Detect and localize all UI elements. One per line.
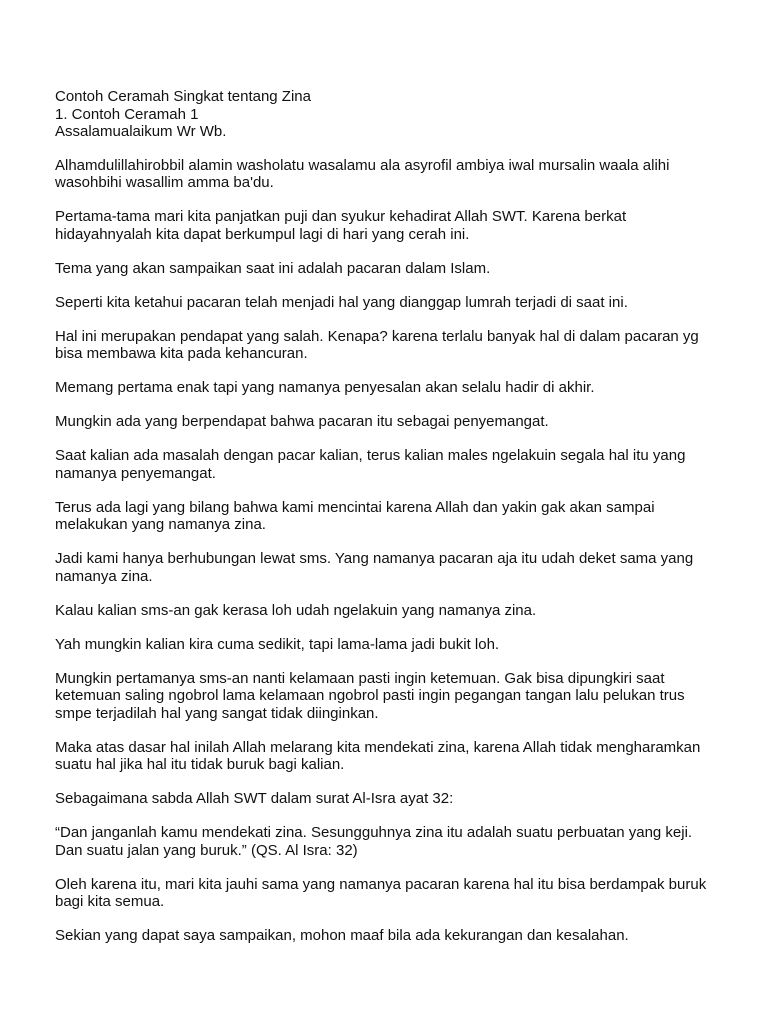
paragraph: Mungkin pertamanya sms-an nanti kelamaan pasti ingin ketemuan. Gak bisa dipungkiri saat ketemuan saling ngobrol lama kelamaan ngobrol pasti ingin pegangan tangan lalu pelukan trus smpe terjadilah hal yang sangat tidak diinginkan. xyxy=(55,669,685,722)
document-subtitle: 1. Contoh Ceramah 1 xyxy=(55,105,199,123)
document-page xyxy=(55,88,715,945)
document-title: Contoh Ceramah Singkat tentang Zina xyxy=(55,88,311,105)
paragraph-closing: Sekian yang dapat saya sampaikan, mohon maaf bila ada kekurangan dan kesalahan. xyxy=(55,927,629,944)
paragraph: Memang pertama enak tapi yang namanya penyesalan akan selalu hadir di akhir. xyxy=(55,379,595,396)
paragraph: Maka atas dasar hal inilah Allah melarang kita mendekati zina, karena Allah tidak mengharamkan suatu hal jika hal itu tidak buruk bagi kalian. xyxy=(55,738,701,773)
paragraph: Yah mungkin kalian kira cuma sedikit, tapi lama-lama jadi bukit loh. xyxy=(55,635,500,653)
paragraph: Seperti kita ketahui pacaran telah menjadi hal yang dianggap lumrah terjadi di saat ini. xyxy=(55,293,628,311)
paragraph-quran-quote: “Dan janganlah kamu mendekati zina. Sesungguhnya zina itu adalah suatu perbuatan yang keji. Dan suatu jalan yang buruk.” (QS. Al Isra: 32) xyxy=(55,824,693,859)
document-header xyxy=(55,88,715,141)
paragraph-gratitude: Pertama-tama mari kita panjatkan puji dan syukur kehadirat Allah SWT. Karena berkat hidayahnyalah kita dapat berkumpul lagi di hari yang cerah ini. xyxy=(55,208,627,243)
paragraph-theme: Tema yang akan sampaikan saat ini adalah pacaran dalam Islam. xyxy=(55,259,491,277)
paragraph-quote-intro: Sebagaimana sabda Allah SWT dalam surat Al-Isra ayat 32: xyxy=(55,790,454,807)
paragraph: Saat kalian ada masalah dengan pacar kalian, terus kalian males ngelakuin segala hal itu yang namanya penyemangat. xyxy=(55,447,686,482)
paragraph: Mungkin ada yang berpendapat bahwa pacaran itu sebagai penyemangat. xyxy=(55,413,549,430)
paragraph: Terus ada lagi yang bilang bahwa kami mencintai karena Allah dan yakin gak akan sampai melakukan yang namanya zina. xyxy=(55,498,655,533)
paragraph: Kalau kalian sms-an gak kerasa loh udah ngelakuin yang namanya zina. xyxy=(55,601,537,619)
greeting: Assalamualaikum Wr Wb. xyxy=(55,123,227,140)
paragraph-opening-prayer: Alhamdulillahirobbil alamin washolatu wasalamu ala asyrofil ambiya iwal mursalin waala alihi wasohbihi wasallim amma ba'du. xyxy=(55,156,670,191)
paragraph: Jadi kami hanya berhubungan lewat sms. Yang namanya pacaran aja itu udah deket sama yang namanya zina. xyxy=(55,550,694,585)
paragraph: Oleh karena itu, mari kita jauhi sama yang namanya pacaran karena hal itu bisa berdampak buruk bagi kita semua. xyxy=(55,875,707,910)
paragraph: Hal ini merupakan pendapat yang salah. Kenapa? karena terlalu banyak hal di dalam pacaran yg bisa membawa kita pada kehancuran. xyxy=(55,327,699,362)
